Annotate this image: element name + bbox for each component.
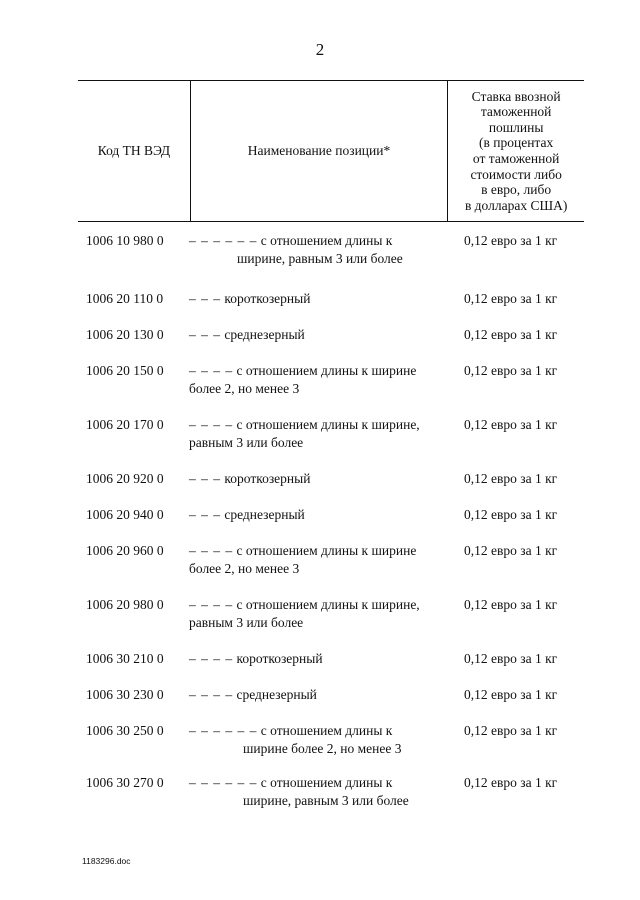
row-code: 1006 20 170 0 (86, 417, 164, 432)
row-name (189, 722, 451, 758)
row-name (189, 326, 451, 344)
row-name (189, 774, 451, 810)
row-rate: 0,12 евро за 1 кг (464, 291, 558, 306)
page-number: 2 (315, 40, 325, 59)
row-code: 1006 20 110 0 (86, 291, 164, 306)
row-name-text-2: более 2, но менее 3 (189, 561, 300, 576)
row-name (189, 686, 451, 704)
row-rate: 0,12 евро за 1 кг (464, 723, 558, 738)
row-name (189, 232, 451, 268)
row-code: 1006 20 980 0 (86, 597, 164, 612)
row-name (189, 542, 451, 578)
row-rate: 0,12 евро за 1 кг (464, 507, 558, 522)
row-dashes: – – – – (189, 597, 234, 612)
row-code: 1006 20 960 0 (86, 543, 164, 558)
row-name-text-2: равным 3 или более (189, 615, 304, 630)
row-dashes: – – – (189, 507, 221, 522)
row-dashes: – – – – (189, 417, 234, 432)
footer-filename: 1183296.doc (82, 856, 131, 866)
row-dashes: – – – – (189, 543, 234, 558)
row-dashes: – – – (189, 291, 221, 306)
row-name-text: с отношением длины к ширине (236, 363, 417, 378)
row-name-text: с отношением длины к (260, 723, 393, 738)
row-code: 1006 30 230 0 (86, 687, 164, 702)
row-name-text-2: ширине более 2, но менее 3 (243, 741, 402, 756)
row-dashes: – – – – – – (189, 233, 258, 248)
row-name-text-2: ширине, равным 3 или более (243, 793, 409, 808)
row-name-text-2: более 2, но менее 3 (189, 381, 300, 396)
row-code: 1006 30 270 0 (86, 775, 164, 790)
row-rate: 0,12 евро за 1 кг (464, 775, 558, 790)
row-dashes: – – – – (189, 363, 234, 378)
row-name-text: среднезерный (236, 687, 317, 702)
row-rate: 0,12 евро за 1 кг (464, 543, 558, 558)
row-name-text: с отношением длины к ширине (236, 543, 417, 558)
row-code: 1006 20 150 0 (86, 363, 164, 378)
row-rate: 0,12 евро за 1 кг (464, 687, 558, 702)
row-dashes: – – – – (189, 687, 234, 702)
row-name-text: с отношением длины к ширине, (236, 597, 420, 612)
row-name (189, 416, 451, 452)
row-rate: 0,12 евро за 1 кг (464, 363, 558, 378)
row-code: 1006 20 920 0 (86, 471, 164, 486)
row-name-text: короткозерный (236, 651, 323, 666)
row-rate: 0,12 евро за 1 кг (464, 327, 558, 342)
header-rate: Ставка ввозной таможенной пошлины (в процентах от таможенной стоимости либо в евро, либо в долларах США) (464, 88, 568, 213)
row-dashes: – – – – – – (189, 723, 258, 738)
header-name: Наименование позиции* (190, 81, 448, 221)
row-rate: 0,12 евро за 1 кг (464, 417, 558, 432)
row-name-text: среднезерный (224, 507, 305, 522)
row-name-text: среднезерный (224, 327, 305, 342)
row-code: 1006 30 250 0 (86, 723, 164, 738)
row-code: 1006 10 980 0 (86, 233, 164, 248)
row-dashes: – – – (189, 471, 221, 486)
table-header (78, 80, 584, 222)
row-dashes: – – – – – – (189, 775, 258, 790)
header-code: Код ТН ВЭД (97, 143, 171, 159)
row-name-text: с отношением длины к (260, 775, 393, 790)
row-rate: 0,12 евро за 1 кг (464, 471, 558, 486)
row-name (189, 470, 451, 488)
row-rate: 0,12 евро за 1 кг (464, 651, 558, 666)
row-name-text: с отношением длины к (260, 233, 393, 248)
row-name (189, 290, 451, 308)
row-name-text: короткозерный (224, 291, 311, 306)
row-name-text: с отношением длины к ширине, (236, 417, 420, 432)
row-dashes: – – – – (189, 651, 234, 666)
row-name-text-2: ширине, равным 3 или более (237, 251, 403, 266)
row-name-text: короткозерный (224, 471, 311, 486)
row-code: 1006 30 210 0 (86, 651, 164, 666)
row-rate: 0,12 евро за 1 кг (464, 597, 558, 612)
row-name (189, 362, 451, 398)
row-rate: 0,12 евро за 1 кг (464, 233, 558, 248)
row-code: 1006 20 940 0 (86, 507, 164, 522)
row-name (189, 650, 451, 668)
row-name (189, 506, 451, 524)
row-name-text-2: равным 3 или более (189, 435, 304, 450)
row-dashes: – – – (189, 327, 221, 342)
row-name (189, 596, 451, 632)
row-code: 1006 20 130 0 (86, 327, 164, 342)
